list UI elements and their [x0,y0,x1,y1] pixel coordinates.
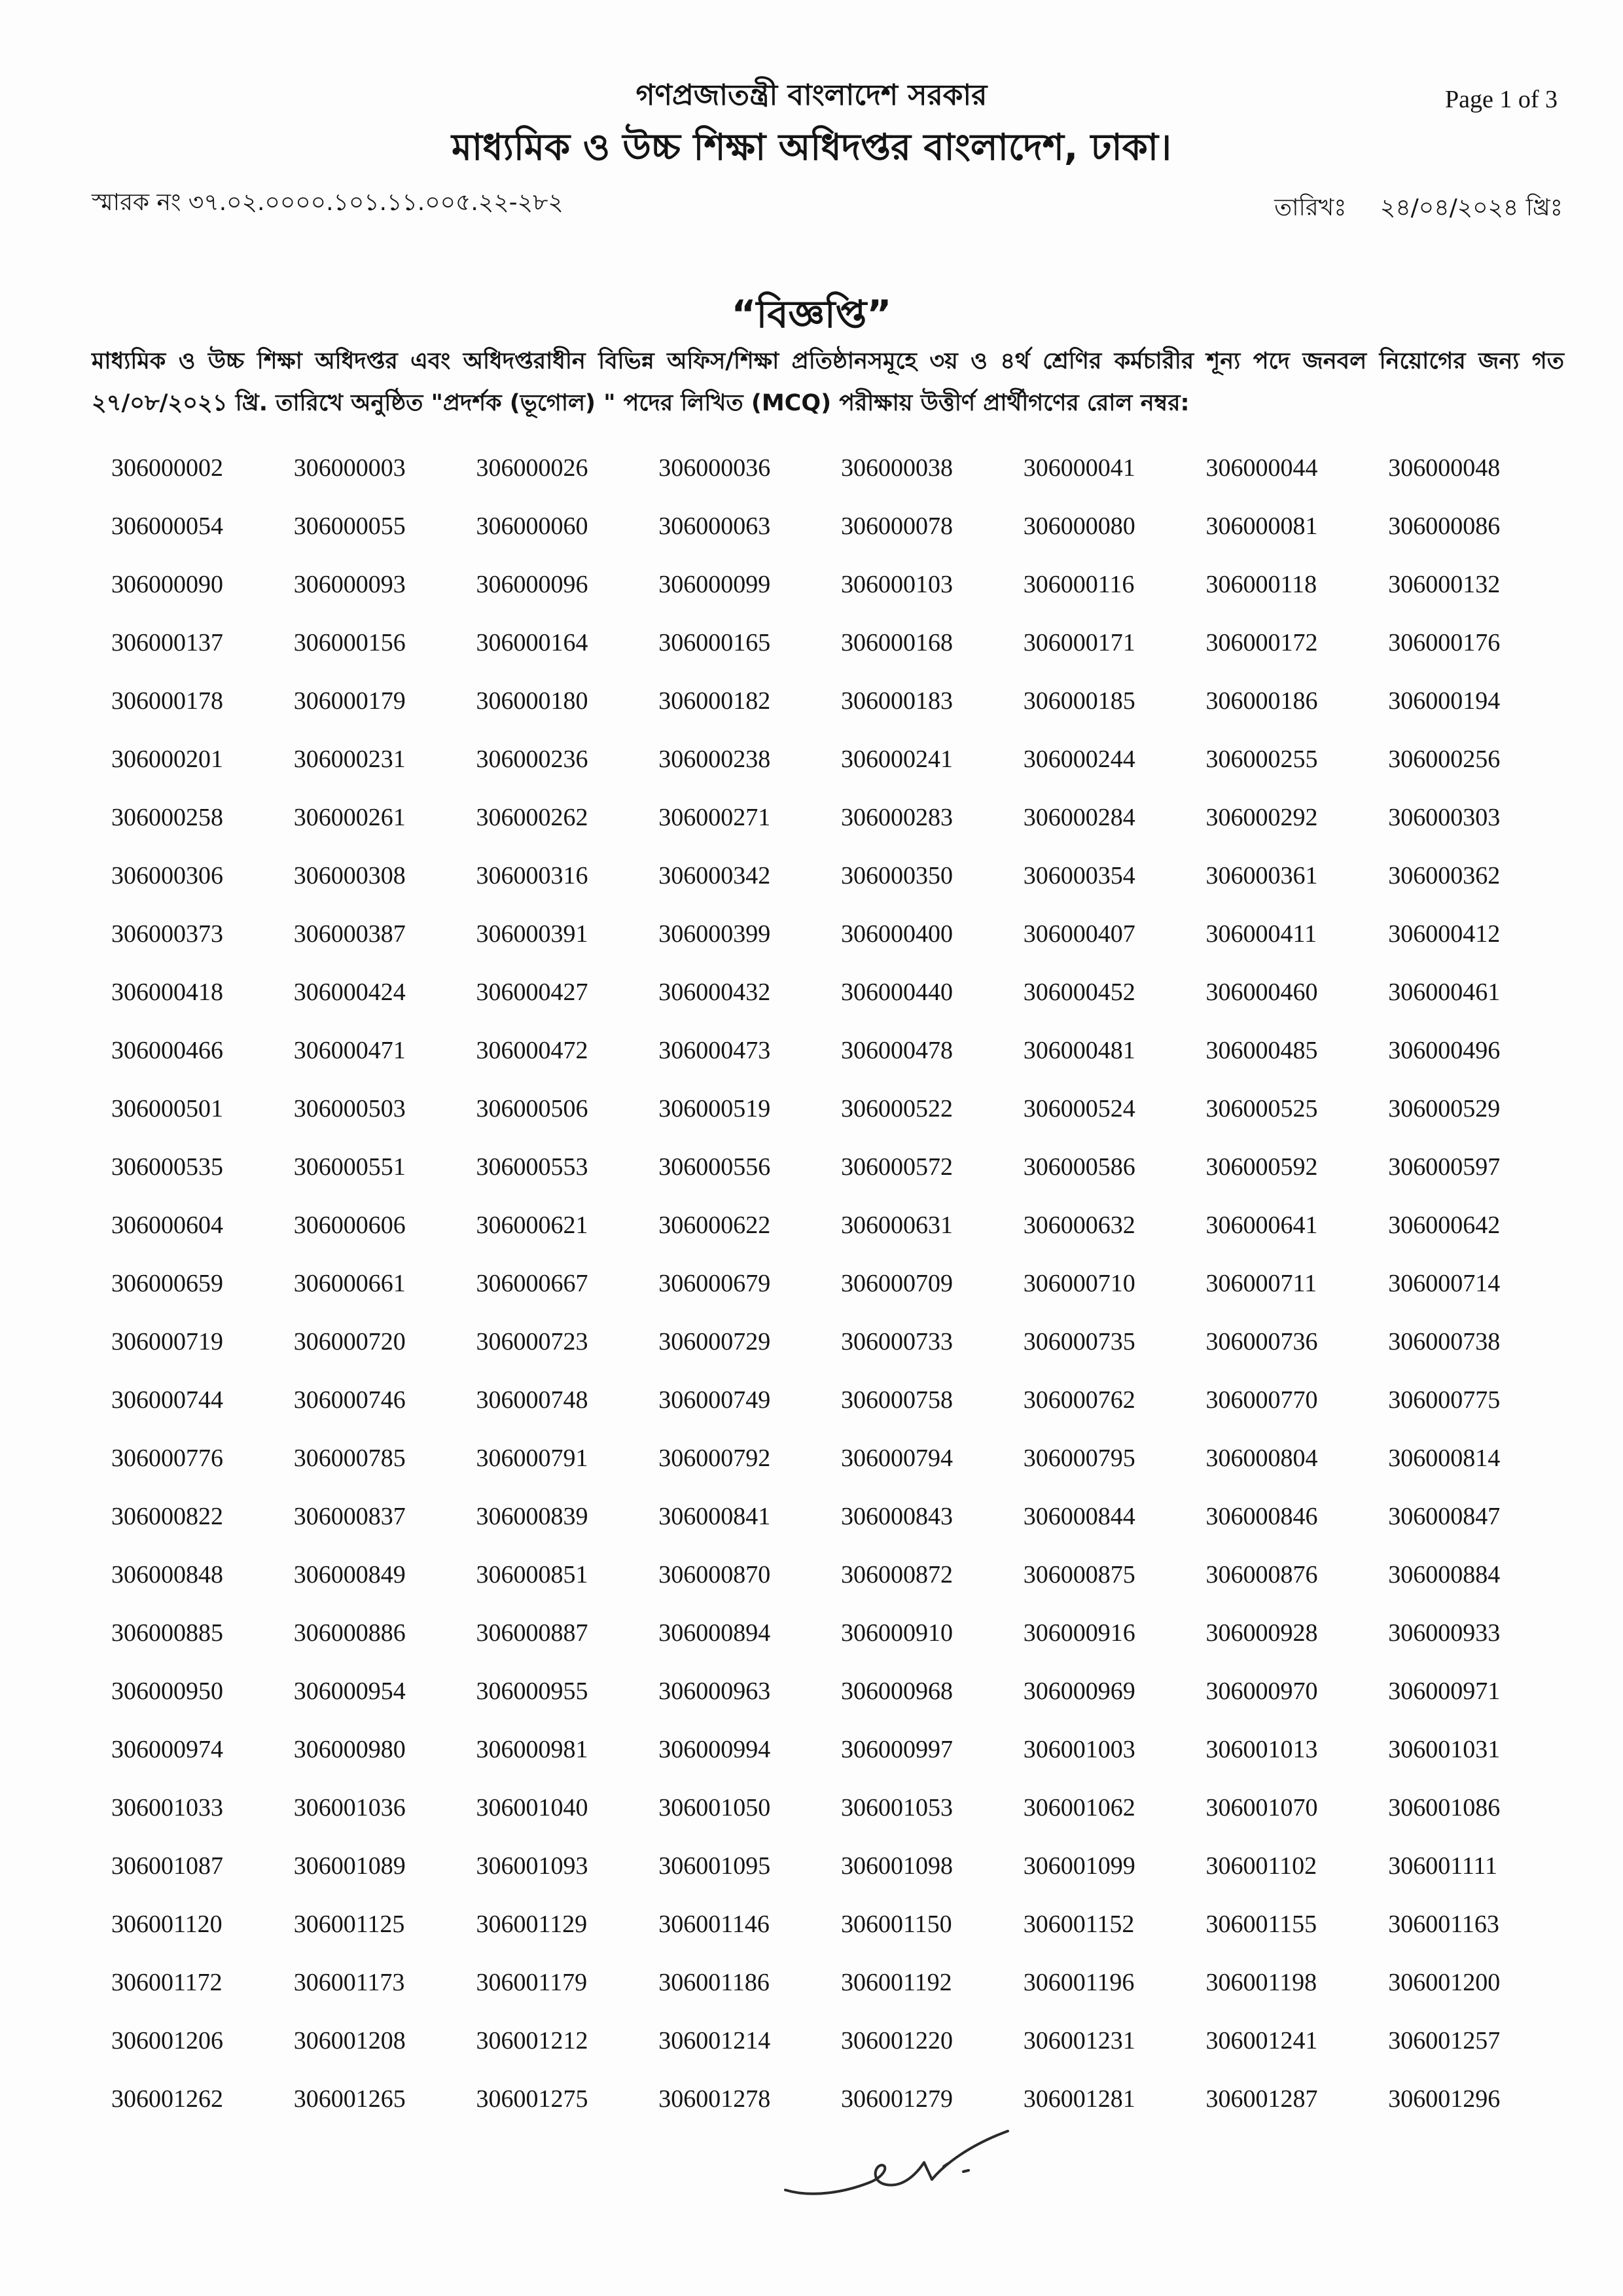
roll-number-cell: 306000776 [111,1444,223,1472]
roll-number-cell: 306000711 [1205,1269,1317,1297]
roll-number-cell: 306000164 [476,628,588,656]
roll-number-cell: 306000746 [293,1386,406,1414]
roll-number-cell: 306000719 [111,1327,223,1355]
table-row [85,1254,1544,1312]
roll-number-cell: 306000710 [1023,1269,1135,1297]
roll-number-cell: 306000885 [111,1619,223,1647]
roll-number-cell: 306001120 [111,1910,223,1938]
roll-number-cell: 306001198 [1205,1968,1317,1996]
roll-number-cell: 306000137 [111,628,223,656]
roll-number-cell: 306001192 [841,1968,952,1996]
roll-number-cell: 306001150 [841,1910,952,1938]
roll-number-cell: 306000659 [111,1269,223,1297]
roll-number-cell: 306000473 [658,1036,771,1064]
roll-number-cell: 306000804 [1205,1444,1318,1472]
roll-number-cell: 306000306 [111,861,223,889]
roll-number-cell: 306000179 [293,687,406,715]
roll-number-cell: 306000843 [841,1502,953,1530]
roll-number-cell: 306000026 [476,454,588,482]
roll-number-cell: 306000709 [841,1269,953,1297]
roll-number-cell: 306000194 [1388,687,1501,715]
table-row [85,905,1544,963]
roll-number-cell: 306000884 [1388,1560,1501,1588]
roll-number-cell: 306000506 [476,1094,588,1122]
roll-number-cell: 306000553 [476,1153,588,1181]
roll-number-cell: 306000847 [1388,1502,1501,1530]
roll-number-cell: 306000471 [293,1036,406,1064]
roll-number-cell: 306000201 [111,745,223,773]
table-row [85,788,1544,846]
roll-number-cell: 306000093 [293,570,406,598]
roll-number-cell: 306000837 [293,1502,406,1530]
roll-number-cell: 306001279 [841,2085,953,2113]
roll-number-cell: 306000171 [1023,628,1135,656]
roll-number-cell: 306000785 [293,1444,406,1472]
roll-number-cell: 306001146 [658,1910,770,1938]
table-row [85,613,1544,672]
roll-number-cell: 306001102 [1205,1852,1317,1880]
roll-number-cell: 306000316 [476,861,588,889]
roll-number-cell: 306000096 [476,570,588,598]
roll-number-cell: 306000185 [1023,687,1135,715]
roll-number-cell: 306000886 [293,1619,406,1647]
roll-number-cell: 306001265 [293,2085,406,2113]
roll-number-cell: 306000262 [476,803,588,831]
roll-number-cell: 306000178 [111,687,223,715]
roll-number-cell: 306000238 [658,745,771,773]
table-row [85,1604,1544,1662]
roll-number-cell: 306001173 [293,1968,405,1996]
roll-number-cell: 306000720 [293,1327,406,1355]
page-indicator: Page 1 of 3 [1444,86,1558,113]
roll-number-cell: 306000928 [1205,1619,1318,1647]
roll-number-cell: 306000086 [1388,512,1501,540]
roll-number-cell: 306001296 [1388,2085,1501,2113]
roll-number-cell: 306000283 [841,803,953,831]
roll-number-cell: 306000432 [658,978,771,1006]
roll-number-cell: 306000361 [1205,861,1318,889]
roll-number-cell: 306000099 [658,570,771,598]
roll-number-cell: 306000851 [476,1560,588,1588]
roll-number-cell: 306001281 [1023,2085,1135,2113]
roll-number-cell: 306000744 [111,1386,223,1414]
directorate-title: মাধ্যমিক ও উচ্চ শিক্ষা অধিদপ্তর বাংলাদেশ, ঢাকা। [451,126,1172,169]
roll-number-cell: 306000723 [476,1327,588,1355]
roll-number-cell: 306000933 [1388,1619,1501,1647]
government-title: গণপ্রজাতন্ত্রী বাংলাদেশ সরকার [635,79,988,112]
roll-number-cell: 306000391 [476,920,588,948]
roll-number-table [85,439,1544,2128]
roll-number-cell: 306000910 [841,1619,953,1647]
table-row [85,963,1544,1021]
roll-number-cell: 306000969 [1023,1677,1135,1705]
date-value: ২৪/০৪/২০২৪ খ্রিঃ [1380,194,1563,221]
table-row [85,1371,1544,1429]
roll-number-cell: 306001206 [111,2026,223,2054]
roll-number-cell: 306000844 [1023,1502,1135,1530]
roll-number-cell: 306000063 [658,512,771,540]
roll-number-cell: 306000748 [476,1386,588,1414]
roll-number-cell: 306000736 [1205,1327,1318,1355]
table-row [85,672,1544,730]
table-row [85,730,1544,788]
roll-number-cell: 306000622 [658,1211,771,1239]
roll-number-cell: 306001200 [1388,1968,1501,1996]
roll-number-cell: 306000411 [1205,920,1317,948]
roll-number-cell: 306001179 [476,1968,588,1996]
table-row [85,1138,1544,1196]
roll-number-cell: 306001152 [1023,1910,1135,1938]
roll-number-cell: 306000775 [1388,1386,1501,1414]
roll-number-cell: 306001099 [1023,1852,1135,1880]
roll-number-cell: 306000501 [111,1094,223,1122]
roll-number-cell: 306000060 [476,512,588,540]
roll-number-cell: 306001278 [658,2085,771,2113]
roll-number-cell: 306001220 [841,2026,953,2054]
roll-number-cell: 306000407 [1023,920,1135,948]
roll-number-cell: 306001212 [476,2026,588,2054]
roll-number-cell: 306000535 [111,1153,223,1181]
roll-number-cell: 306000846 [1205,1502,1318,1530]
roll-number-cell: 306000078 [841,512,953,540]
roll-number-cell: 306000841 [658,1502,771,1530]
roll-number-cell: 306000963 [658,1677,771,1705]
roll-number-cell: 306000970 [1205,1677,1318,1705]
signature-icon [772,2119,1021,2204]
roll-number-cell: 306001093 [476,1852,588,1880]
roll-number-cell: 306000894 [658,1619,771,1647]
roll-number-cell: 306001231 [1023,2026,1135,2054]
roll-number-cell: 306001196 [1023,1968,1135,1996]
roll-number-cell: 306000822 [111,1502,223,1530]
roll-number-cell: 306001257 [1388,2026,1501,2054]
roll-number-cell: 306000308 [293,861,406,889]
roll-number-cell: 306000758 [841,1386,953,1414]
roll-number-cell: 306000955 [476,1677,588,1705]
roll-number-cell: 306000466 [111,1036,223,1064]
roll-number-cell: 306000522 [841,1094,953,1122]
roll-number-cell: 306001070 [1205,1793,1318,1821]
roll-number-cell: 306001089 [293,1852,406,1880]
roll-number-cell: 306000485 [1205,1036,1318,1064]
roll-number-cell: 306000968 [841,1677,953,1705]
roll-number-cell: 306000733 [841,1327,953,1355]
roll-number-cell: 306000478 [841,1036,953,1064]
roll-number-cell: 306000592 [1205,1153,1318,1181]
date-block [1274,190,1563,229]
table-row [85,1778,1544,1837]
table-row [85,497,1544,555]
roll-number-cell: 306000954 [293,1677,406,1705]
roll-number-cell: 306000872 [841,1560,953,1588]
roll-number-cell: 306001098 [841,1852,953,1880]
roll-number-cell: 306000041 [1023,454,1135,482]
table-row [85,1312,1544,1371]
roll-number-cell: 306001163 [1388,1910,1499,1938]
roll-number-cell: 306000036 [658,454,771,482]
roll-number-cell: 306001087 [111,1852,223,1880]
roll-number-cell: 306000529 [1388,1094,1501,1122]
roll-number-cell: 306001186 [658,1968,770,1996]
roll-number-cell: 306000586 [1023,1153,1135,1181]
roll-number-cell: 306000792 [658,1444,771,1472]
roll-number-cell: 306000044 [1205,454,1318,482]
roll-number-cell: 306001033 [111,1793,223,1821]
roll-number-cell: 306000118 [1205,570,1317,598]
roll-number-cell: 306000418 [111,978,223,1006]
roll-number-cell: 306000631 [841,1211,953,1239]
roll-number-cell: 306000738 [1388,1327,1501,1355]
table-row [85,1021,1544,1079]
table-row [85,2011,1544,2070]
roll-number-cell: 306001129 [476,1910,588,1938]
roll-number-cell: 306000362 [1388,861,1501,889]
roll-number-cell: 306000412 [1388,920,1501,948]
roll-number-cell: 306000399 [658,920,771,948]
roll-number-cell: 306000814 [1388,1444,1501,1472]
roll-number-cell: 306000606 [293,1211,406,1239]
roll-number-cell: 306000524 [1023,1094,1135,1122]
notice-heading: “বিজ্ঞপ্তি” [731,292,892,336]
roll-number-cell: 306000132 [1388,570,1501,598]
roll-number-cell: 306001125 [293,1910,405,1938]
roll-number-cell: 306000116 [1023,570,1135,598]
roll-number-cell: 306000172 [1205,628,1318,656]
roll-number-cell: 306000974 [111,1735,223,1763]
roll-number-cell: 306000165 [658,628,771,656]
roll-number-cell: 306000440 [841,978,953,1006]
table-row [85,1196,1544,1254]
roll-number-cell: 306000256 [1388,745,1501,773]
roll-number-cell: 306001095 [658,1852,771,1880]
roll-number-cell: 306000003 [293,454,406,482]
roll-number-cell: 306001031 [1388,1735,1501,1763]
roll-number-cell: 306001086 [1388,1793,1501,1821]
table-row [85,1953,1544,2011]
roll-number-cell: 306000848 [111,1560,223,1588]
roll-number-table-body [85,439,1544,2128]
roll-number-cell: 306000870 [658,1560,771,1588]
roll-number-cell: 306000387 [293,920,406,948]
roll-number-cell: 306000400 [841,920,953,948]
roll-number-cell: 306000002 [111,454,223,482]
roll-number-cell: 306000255 [1205,745,1318,773]
roll-number-cell: 306000244 [1023,745,1135,773]
roll-number-cell: 306000342 [658,861,771,889]
roll-number-cell: 306000770 [1205,1386,1318,1414]
table-row [85,1662,1544,1720]
roll-number-cell: 306000303 [1388,803,1501,831]
roll-number-cell: 306000461 [1388,978,1501,1006]
roll-number-cell: 306000176 [1388,628,1501,656]
roll-number-cell: 306000556 [658,1153,771,1181]
roll-number-cell: 306001275 [476,2085,588,2113]
roll-number-cell: 306000427 [476,978,588,1006]
roll-number-cell: 306000460 [1205,978,1318,1006]
roll-number-cell: 306000971 [1388,1677,1501,1705]
roll-number-cell: 306000604 [111,1211,223,1239]
roll-number-cell: 306001262 [111,2085,223,2113]
roll-number-cell: 306000055 [293,512,406,540]
roll-number-cell: 306000525 [1205,1094,1318,1122]
roll-number-cell: 306001050 [658,1793,771,1821]
roll-number-cell: 306000258 [111,803,223,831]
table-row [85,1429,1544,1487]
roll-number-cell: 306000916 [1023,1619,1135,1647]
roll-number-cell: 306000090 [111,570,223,598]
roll-number-cell: 306001003 [1023,1735,1135,1763]
roll-number-cell: 306000038 [841,454,953,482]
memo-number: স্মারক নং ৩৭.০২.০০০০.১০১.১১.০০৫.২২-২৮২ [92,189,563,216]
roll-number-cell: 306000271 [658,803,771,831]
roll-number-cell: 306000261 [293,803,406,831]
roll-number-cell: 306000621 [476,1211,588,1239]
roll-number-cell: 306000519 [658,1094,771,1122]
roll-number-cell: 306000048 [1388,454,1501,482]
roll-number-cell: 306000735 [1023,1327,1135,1355]
roll-number-cell: 306000354 [1023,861,1135,889]
roll-number-cell: 306001172 [111,1968,223,1996]
roll-number-cell: 306000641 [1205,1211,1318,1239]
roll-number-cell: 306000597 [1388,1153,1501,1181]
roll-number-cell: 306000887 [476,1619,588,1647]
roll-number-cell: 306001053 [841,1793,953,1821]
roll-number-cell: 306000551 [293,1153,406,1181]
roll-number-cell: 306000350 [841,861,953,889]
roll-number-cell: 306000452 [1023,978,1135,1006]
table-row [85,1837,1544,1895]
roll-number-cell: 306000849 [293,1560,406,1588]
table-row [85,846,1544,905]
roll-number-cell: 306000679 [658,1269,771,1297]
roll-number-cell: 306000642 [1388,1211,1501,1239]
roll-number-cell: 306000054 [111,512,223,540]
roll-number-cell: 306001214 [658,2026,771,2054]
table-row [85,1720,1544,1778]
roll-number-cell: 306000980 [293,1735,406,1763]
notice-body: মাধ্যমিক ও উচ্চ শিক্ষা অধিদপ্তর এবং অধিদপ্তরাধীন বিভিন্ন অফিস/শিক্ষা প্রতিষ্ঠানসমূহে ৩য় ও ৪র্থ শ্রেণির কর্মচারীর শূন্য পদে জনবল নিয়োগের জন্য গত ২৭/০৮/২০২১ খ্রি. তারিখে অনুষ্ঠিত "প্রদর্শক (ভূগোল) " পদের লিখিত (MCQ) পরীক্ষায় উত্তীর্ণ প্রার্থীগণের রোল নম্বর: [92,348,1564,416]
table-row [85,1487,1544,1545]
table-row [85,1545,1544,1604]
roll-number-cell: 306000794 [841,1444,953,1472]
roll-number-cell: 306000875 [1023,1560,1135,1588]
roll-number-cell: 306000241 [841,745,953,773]
roll-number-cell: 306000284 [1023,803,1135,831]
roll-number-cell: 306000236 [476,745,588,773]
table-row [85,555,1544,613]
roll-number-cell: 306000472 [476,1036,588,1064]
roll-number-cell: 306000183 [841,687,953,715]
roll-number-cell: 306000373 [111,920,223,948]
roll-number-cell: 306000481 [1023,1036,1135,1064]
table-row [85,1895,1544,1953]
roll-number-cell: 306001208 [293,2026,406,2054]
roll-number-cell: 306000729 [658,1327,771,1355]
roll-number-cell: 306000839 [476,1502,588,1530]
roll-number-cell: 306000950 [111,1677,223,1705]
roll-number-cell: 306000795 [1023,1444,1135,1472]
roll-number-cell: 306001241 [1205,2026,1318,2054]
roll-number-cell: 306000632 [1023,1211,1135,1239]
roll-number-cell: 306000292 [1205,803,1318,831]
roll-number-cell: 306000168 [841,628,953,656]
roll-number-cell: 306000997 [841,1735,953,1763]
table-row [85,1079,1544,1138]
roll-number-cell: 306000186 [1205,687,1318,715]
roll-number-cell: 306000714 [1388,1269,1501,1297]
roll-number-cell: 306001040 [476,1793,588,1821]
roll-number-cell: 306000749 [658,1386,771,1414]
roll-number-cell: 306000182 [658,687,771,715]
roll-number-cell: 306000994 [658,1735,771,1763]
roll-number-cell: 306000981 [476,1735,588,1763]
roll-number-cell: 306000572 [841,1153,953,1181]
roll-number-cell: 306001013 [1205,1735,1318,1763]
roll-number-cell: 306000080 [1023,512,1135,540]
roll-number-cell: 306000081 [1205,512,1318,540]
roll-number-cell: 306001287 [1205,2085,1318,2113]
roll-number-cell: 306000424 [293,978,406,1006]
roll-number-cell: 306000180 [476,687,588,715]
roll-number-cell: 306000876 [1205,1560,1318,1588]
roll-number-cell: 306001036 [293,1793,406,1821]
roll-number-cell: 306000762 [1023,1386,1135,1414]
roll-number-cell: 306000661 [293,1269,406,1297]
roll-number-cell: 306000103 [841,570,953,598]
roll-number-cell: 306001111 [1388,1852,1498,1880]
roll-number-cell: 306000496 [1388,1036,1501,1064]
roll-number-cell: 306000791 [476,1444,588,1472]
roll-number-cell: 306000667 [476,1269,588,1297]
roll-number-cell: 306000231 [293,745,406,773]
roll-number-cell: 306000156 [293,628,406,656]
roll-number-cell: 306001062 [1023,1793,1135,1821]
roll-number-cell: 306001155 [1205,1910,1317,1938]
table-row [85,439,1544,497]
date-label: তারিখঃ [1274,194,1347,221]
roll-number-cell: 306000503 [293,1094,406,1122]
